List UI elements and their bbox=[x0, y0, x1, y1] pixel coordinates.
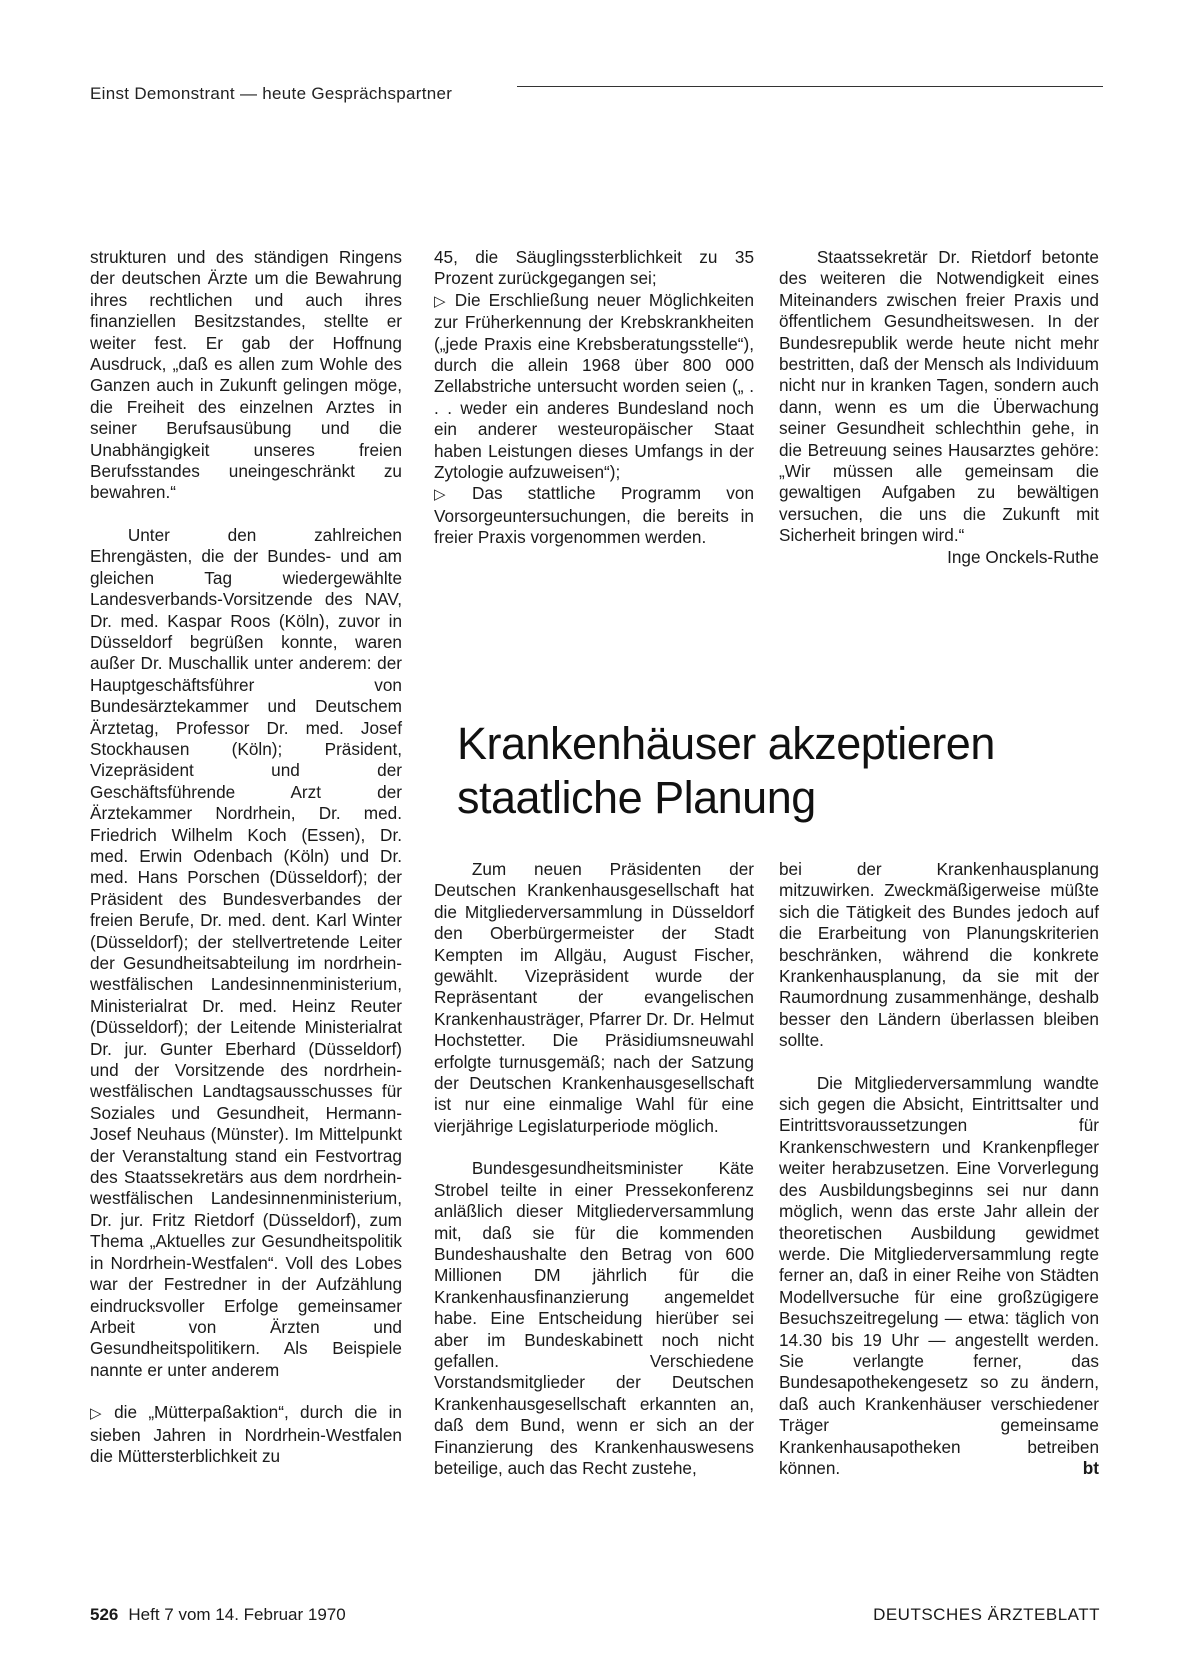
triangle-bullet-icon: ▷ bbox=[90, 1405, 109, 1423]
article2-column-2 bbox=[779, 859, 1099, 1479]
triangle-bullet-icon: ▷ bbox=[434, 292, 449, 310]
journal-name: DEUTSCHES ÄRZTEBLATT bbox=[873, 1605, 1100, 1624]
headline-line-1: Krankenhäuser akzeptieren bbox=[457, 718, 995, 769]
article2-headline bbox=[457, 717, 1107, 825]
article1-column-2 bbox=[434, 247, 754, 549]
paragraph-text: Die Mitgliederversammlung wandte sich gegen die Absicht, Eintrittsalter und Eintrittsvoraussetzungen für Krankenschwestern und Krankenpfleger weiter herabzusetzen. Eine Vorverlegung des Ausbildungsbeginns sei nur dann möglich, wenn das erste Jahr allein der theoretischen Ausbildung gewidmet werde. Die Mitgliederversammlung regte ferner an, daß in einer Reihe von Städten Modellversuche für eine großzügigere Besuchszeitregelung — etwa: täglich von 14.30 bis 19 Uhr — angestellt werden. Sie verlangte ferner, das Bundesapothekengesetz so zu ändern, daß auch Krankenhäuser verschiedener Träger gemeinsame Krankenhausapotheken betreiben können. bbox=[779, 1072, 1099, 1478]
running-head: Einst Demonstrant — heute Gesprächspartner bbox=[90, 84, 453, 103]
paragraph: Bundesgesundheitsminister Käte Strobel teilte in einer Pressekonferenz anläßlich dieser Mitgliederversammlung mit, daß sie für die kommenden Bundeshaushalte den Betrag von 600 Millionen DM jährlich für die Krankenhausfinanzierung angemeldet habe. Eine Entscheidung hierüber sei aber im Bundeskabinett noch nicht gefallen. Verschiedene Vorstandsmitglieder der Deutschen Krankenhausgesellschaft erkannten an, daß dem Bund, wenn er sich an der Finanzierung des Krankenhauswesens beteilige, auch das Recht zustehe, bbox=[434, 1158, 754, 1478]
bullet-paragraph bbox=[90, 1402, 402, 1467]
paragraph: bei der Krankenhausplanung mitzuwirken. Zweckmäßigerweise müßte sich die Tätigkeit des Bundes jedoch auf die Erarbeitung von Planungskriterien beschränken, während die konkrete Krankenhausplanung, da sie mit der Raumordnung zusammenhänge, deshalb besser den Ländern überlassen bleiben sollte. bbox=[779, 859, 1099, 1051]
paragraph: Unter den zahlreichen Ehrengästen, die der Bundes- und am gleichen Tag wiedergewählte Landesverbands-Vorsitzende des NAV, Dr. med. Kaspar Roos (Köln), zuvor in Düsseldorf begrüßen konnte, waren außer Dr. Muschallik unter anderem: der Hauptgeschäftsführer von Bundesärztekammer und Deutschem Ärztetag, Professor Dr. med. Josef Stockhausen (Köln); Präsident, Vizepräsident und der Geschäftsführende Arzt der Ärztekammer Nordrhein, Dr. med. Friedrich Wilhelm Koch (Essen), Dr. med. Erwin Odenbach (Köln) und Dr. med. Hans Porschen (Düsseldorf); der Präsident des Bundesverbandes der freien Berufe, Dr. med. dent. Karl Winter (Düsseldorf); der stellvertretende Leiter der Gesundheitsabteilung im nordrhein-westfälischen Landesinnenministerium, Ministerialrat Dr. med. Heinz Reuter (Düsseldorf); der Leitende Ministerialrat Dr. jur. Gunter Eberhard (Düsseldorf) und der Vorsitzende des nordrhein-westfälischen Landtagsausschusses für Soziales und Gesundheit, Hermann-Josef Neuhaus (Münster). Im Mittelpunkt der Veranstaltung stand ein Festvortrag des Staatssekretärs aus dem nordrhein-westfälischen Landesinnenministerium, Dr. jur. Fritz Rietdorf (Düsseldorf), zum Thema „Aktuelles zur Gesundheitspolitik in Nordrhein-Westfalen“. Voll des Lobes war der Festredner in der Aufzählung eindrucksvoller Erfolge gemeinsamer Arbeit von Ärzten und Gesundheitspolitikern. Als Beispiele nannte er unter anderem bbox=[90, 524, 402, 1380]
bullet-text: Die Erschließung neuer Möglichkeiten zur Früherkennung der Krebskrankheiten („jede Praxis eine Krebsberatungsstelle“), durch die allein 1968 über 800 000 Zellabstriche untersucht worden seien („ . . . weder ein anderes Bundesland noch ein anderer westeuropäischer Staat haben Leistungen dieses Umfangs in der Zytologie aufzuweisen“); bbox=[434, 289, 755, 483]
bullet-paragraph bbox=[434, 290, 754, 484]
page-number: 526 bbox=[90, 1605, 119, 1624]
bullet-text: die „Mütterpaßaktion“, durch die in sieben Jahren in Nordrhein-Westfalen die Müttersterblichkeit zu bbox=[90, 1402, 402, 1466]
article1-column-3 bbox=[779, 247, 1099, 568]
issue-date: Heft 7 vom 14. Februar 1970 bbox=[128, 1605, 346, 1624]
paragraph: 45, die Säuglingssterblichkeit zu 35 Prozent zurückgegangen sei; bbox=[434, 247, 754, 289]
footer-issue-info bbox=[90, 1605, 346, 1625]
bullet-text: Das stattliche Programm von Vorsorgeuntersuchungen, die bereits in freier Praxis vorgenommen werden. bbox=[434, 483, 754, 548]
paragraph bbox=[779, 1073, 1099, 1480]
paragraph: strukturen und des ständigen Ringens der deutschen Ärzte um die Bewahrung ihres rechtlichen und auch ihres finanziellen Besitzstandes, stellte er weiter fest. Er gab der Hoffnung Ausdruck, „daß es allen zum Wohle des Ganzen auch in Zukunft gelingen möge, die Freiheit des einzelnen Arztes in seiner Berufsausübung und die Unabhängigkeit unseres freien Berufsstandes uneingeschränkt zu bewahren.“ bbox=[90, 247, 402, 503]
paragraph: Staatssekretär Dr. Rietdorf betonte des weiteren die Notwendigkeit eines Miteinanders zwischen freier Praxis und öffentlichem Gesundheitswesen. In der Bundesrepublik werde heute nicht mehr bestritten, daß der Mensch als Individuum nicht nur in kranken Tagen, sondern auch dann, wenn es um die Überwachung seiner Gesundheit schlechthin gehe, in die Betreuung seines Hausarztes gehöre: „Wir müssen alle gemeinsam die gewaltigen Aufgaben zu bewältigen versuchen, die uns die Zukunft mit Sicherheit bringen wird.“ bbox=[779, 247, 1099, 546]
headline-line-2: staatliche Planung bbox=[457, 772, 816, 823]
triangle-bullet-icon: ▷ bbox=[434, 486, 466, 504]
paragraph: Zum neuen Präsidenten der Deutschen Krankenhausgesellschaft hat die Mitgliederversammlung in Düsseldorf den Oberbürgermeister der Stadt Kempten im Allgäu, August Fischer, gewählt. Vizepräsident wurde der Repräsentant der evangelischen Krankenhausträger, Pfarrer Dr. Dr. Helmut Hochstetter. Die Präsidiumsneuwahl erfolgte turnusgemäß; nach der Satzung der Deutschen Krankenhausgesellschaft ist nur eine einmalige Wahl für eine vierjährige Legislaturperiode möglich. bbox=[434, 859, 755, 1136]
author-initials: bt bbox=[1082, 1457, 1099, 1478]
author-signature bbox=[779, 547, 1099, 568]
article2-column-1 bbox=[434, 859, 754, 1479]
header-rule bbox=[517, 86, 1103, 87]
article1-column-1 bbox=[90, 247, 402, 1467]
author-name: Inge Onckels-Ruthe bbox=[947, 546, 1099, 567]
bullet-paragraph bbox=[434, 483, 754, 548]
